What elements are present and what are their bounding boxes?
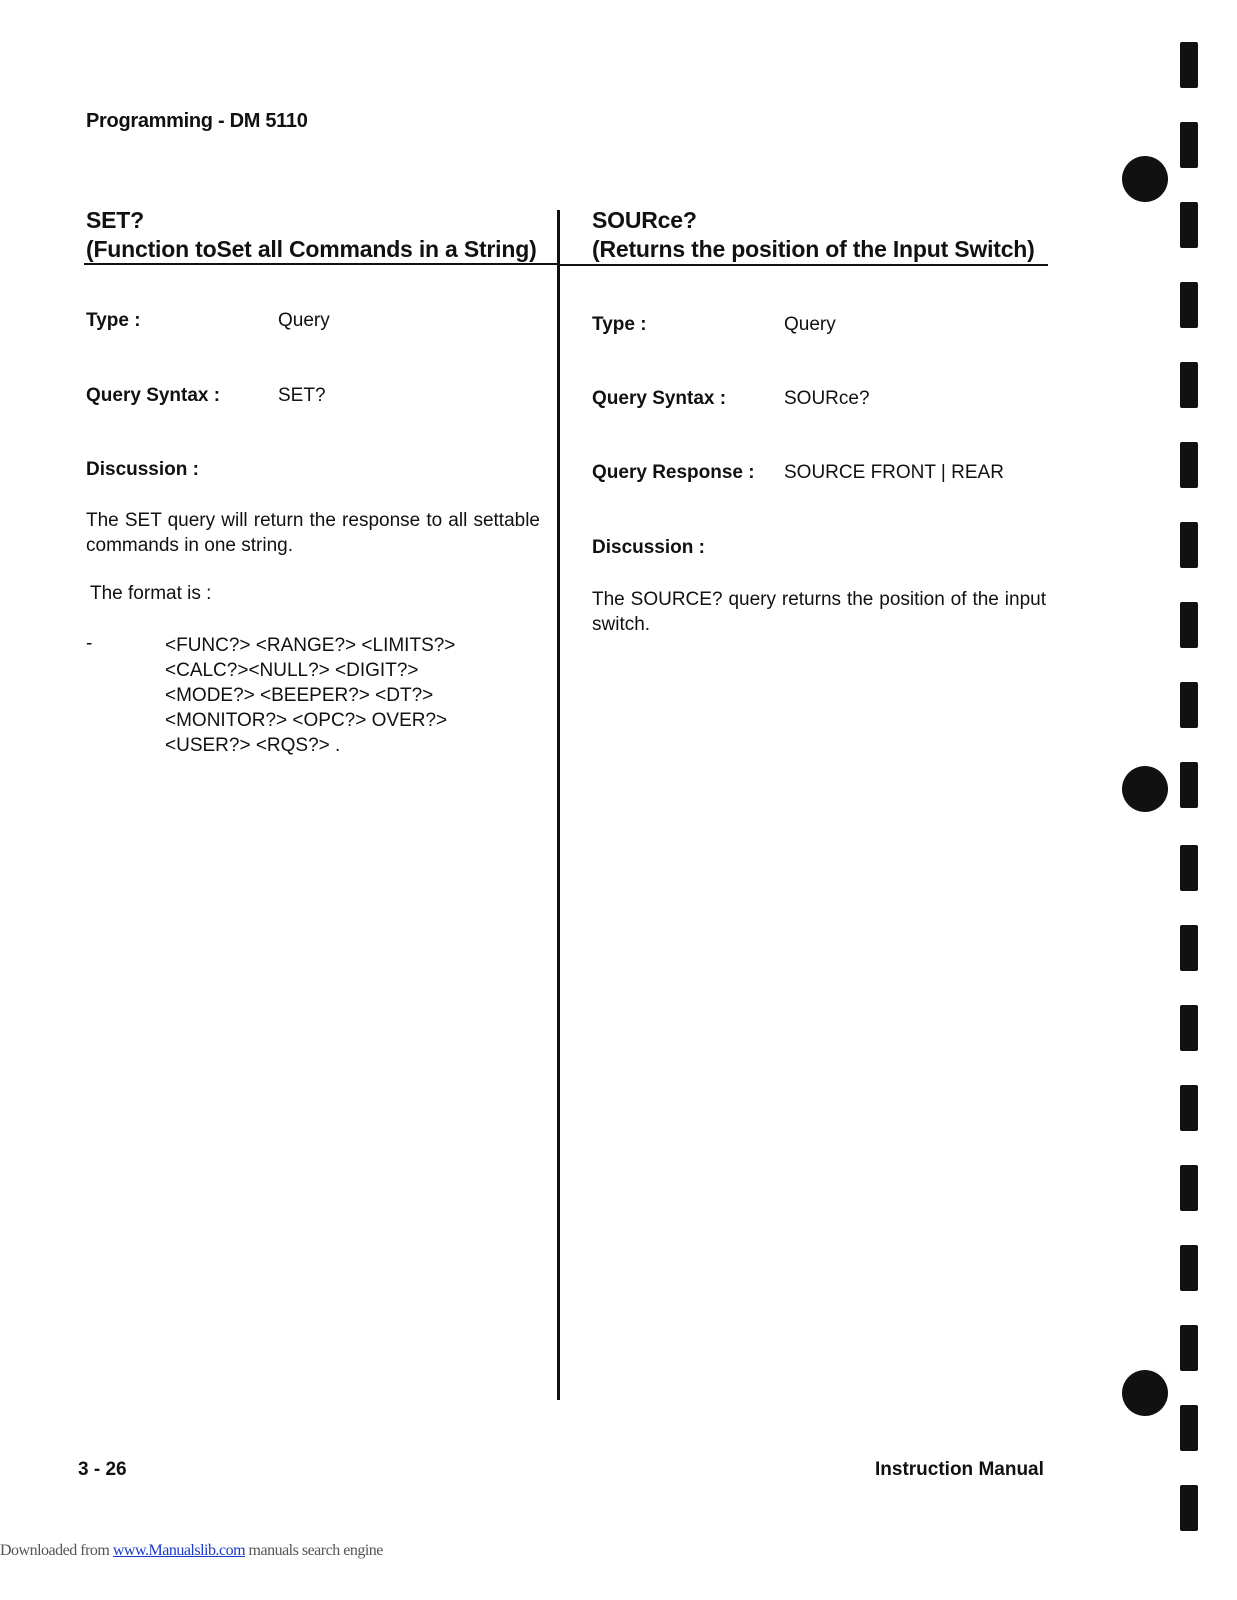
binder-tab: [1180, 1085, 1198, 1131]
download-suffix: manuals search engine: [248, 1542, 383, 1559]
punch-hole: [1122, 156, 1168, 202]
format-block: [165, 633, 455, 758]
binder-tab: [1180, 122, 1198, 168]
right-discussion-label: Discussion :: [592, 537, 705, 558]
left-type-value: Query: [278, 310, 330, 331]
binder-tab: [1180, 925, 1198, 971]
binder-tab: [1180, 1165, 1198, 1211]
binder-tab: [1180, 682, 1198, 728]
format-line: <MODE?> <BEEPER?> <DT?>: [165, 685, 434, 706]
left-title-underline: [84, 263, 558, 265]
format-line: <CALC?><NULL?> <DIGIT?>: [165, 660, 419, 681]
binder-tab: [1180, 602, 1198, 648]
punch-hole: [1122, 766, 1168, 812]
download-prefix: Downloaded from: [0, 1542, 110, 1559]
set-query-title: [86, 206, 537, 264]
column-divider: [557, 210, 560, 1400]
binder-tab: [1180, 1245, 1198, 1291]
left-discussion-label: Discussion :: [86, 459, 199, 480]
format-line: <USER?> <RQS?> .: [165, 735, 341, 756]
left-syntax-label: Query Syntax :: [86, 385, 221, 406]
binder-tab: [1180, 282, 1198, 328]
right-syntax-value: SOURce?: [784, 388, 870, 409]
right-syntax-label: Query Syntax :: [592, 388, 727, 409]
format-line: <FUNC?> <RANGE?> <LIMITS?>: [165, 635, 456, 656]
page-number: 3 - 26: [78, 1459, 127, 1480]
right-response-label: Query Response :: [592, 462, 755, 483]
left-syntax-value: SET?: [278, 385, 326, 406]
source-query-title: [592, 206, 1035, 264]
left-discussion-text: The SET query will return the response to all settable commands in one string.: [86, 510, 540, 556]
binder-tab: [1180, 762, 1198, 808]
source-query-name: SOURce?: [592, 207, 697, 233]
right-type-label: Type :: [592, 314, 647, 335]
punch-hole: [1122, 1370, 1168, 1416]
manualslib-link[interactable]: www.Manualslib.com: [112, 1542, 246, 1559]
right-response-value: SOURCE FRONT | REAR: [784, 462, 1004, 483]
binder-tab: [1180, 442, 1198, 488]
binder-tab: [1180, 1485, 1198, 1531]
set-query-name: SET?: [86, 207, 144, 233]
binder-tab: [1180, 1405, 1198, 1451]
right-title-underline: [558, 264, 1048, 266]
left-type-label: Type :: [86, 310, 141, 331]
binder-tab: [1180, 362, 1198, 408]
binder-tab: [1180, 522, 1198, 568]
binder-tab: [1180, 42, 1198, 88]
source-query-subtitle: (Returns the position of the Input Switch): [592, 236, 1035, 262]
page-header-title: Programming - DM 5110: [86, 110, 308, 132]
manual-label: Instruction Manual: [875, 1459, 1044, 1480]
download-note: [0, 1542, 383, 1560]
binder-tab: [1180, 1005, 1198, 1051]
set-query-subtitle: (Function toSet all Commands in a String): [86, 236, 537, 262]
right-discussion-text: The SOURCE? query returns the position of the input switch.: [592, 589, 1046, 635]
format-dash: -: [86, 633, 93, 654]
binder-tab: [1180, 1325, 1198, 1371]
format-intro: The format is :: [90, 583, 212, 604]
right-type-value: Query: [784, 314, 836, 335]
binder-tab: [1180, 845, 1198, 891]
format-line: <MONITOR?> <OPC?> OVER?>: [165, 710, 448, 731]
binder-tab: [1180, 202, 1198, 248]
